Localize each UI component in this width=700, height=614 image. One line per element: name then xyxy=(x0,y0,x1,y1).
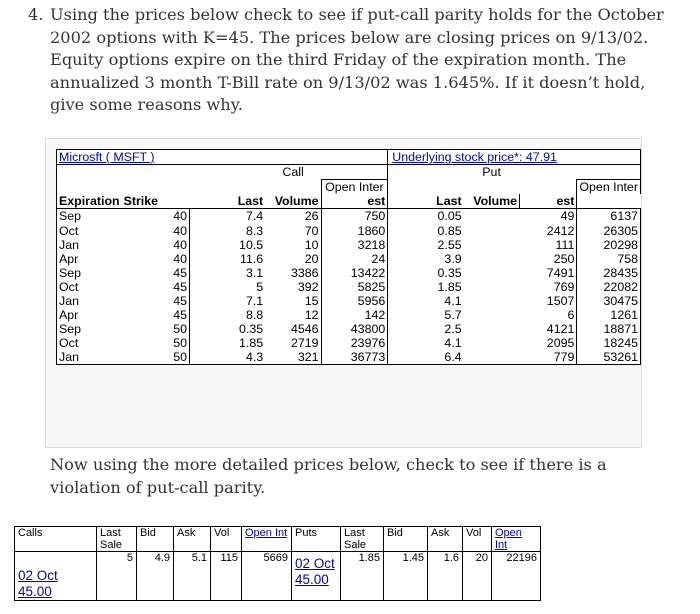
header-puts: Puts xyxy=(292,527,341,552)
table-cell: 40 xyxy=(122,209,190,224)
option-price-table-image xyxy=(45,138,642,448)
table-cell: 6137 xyxy=(577,209,641,224)
table-cell: 7491 xyxy=(464,266,577,280)
put-series[interactable]: 02 Oct 45.00 xyxy=(292,552,341,601)
table-cell: 111 xyxy=(464,238,577,252)
option-rows xyxy=(57,209,641,365)
company-name: Microsft ( MSFT ) xyxy=(57,150,266,165)
table-cell: 5825 xyxy=(321,280,388,294)
table-row xyxy=(57,223,641,237)
table-cell: Apr xyxy=(57,252,122,266)
header-call-open-int: Open Int xyxy=(242,527,292,552)
table-cell: 50 xyxy=(122,322,190,336)
table-cell: 5956 xyxy=(321,294,388,308)
call-open-interest-header-top: Open Inter xyxy=(321,180,388,195)
call-last-sale: 5 xyxy=(97,552,137,601)
table-cell: 40 xyxy=(122,238,190,252)
table-row xyxy=(57,238,641,252)
call-vol: 115 xyxy=(211,552,242,601)
header-call-volume: Volume xyxy=(265,194,321,209)
header-call-ask: Ask xyxy=(174,527,211,552)
table-cell: 45 xyxy=(122,308,190,322)
table-cell: 250 xyxy=(464,252,577,266)
table-row xyxy=(57,209,641,224)
table-cell: 1.85 xyxy=(239,336,264,351)
table-cell: Jan xyxy=(57,238,122,252)
put-open-interest-header-top: Open Inter xyxy=(577,180,641,195)
header-call-open-interest: est xyxy=(321,194,388,209)
table-cell: 7.4 xyxy=(190,209,266,224)
table-cell: 4.1 xyxy=(444,336,462,351)
table-cell: 392 xyxy=(265,280,321,294)
detailed-price-table xyxy=(14,526,541,601)
table-cell: 6.4 xyxy=(388,350,464,365)
put-ask: 1.6 xyxy=(428,552,463,601)
table-cell: 3386 xyxy=(265,266,321,280)
table-cell: 40 xyxy=(122,223,190,237)
table-cell: Oct xyxy=(57,280,122,294)
table-cell: 1507 xyxy=(464,294,577,308)
table-cell: 18871 xyxy=(577,322,641,336)
header-strike: Strike xyxy=(123,194,159,209)
table-cell: 4.1 xyxy=(444,293,462,308)
followup-question: Now using the more detailed prices below, check to see if there is a violation of put-call parity. xyxy=(50,455,607,497)
header-put-bid: Bid xyxy=(384,527,428,552)
header-put-ask: Ask xyxy=(428,527,463,552)
call-label: Call xyxy=(282,165,304,180)
header-put-last: Last xyxy=(436,194,462,209)
header-calls: Calls xyxy=(15,527,97,552)
table-cell: Oct xyxy=(57,223,122,237)
question-number: 4. xyxy=(28,5,44,24)
table-cell: 2.5 xyxy=(444,322,462,337)
table-row xyxy=(57,336,641,350)
table-cell: 3.1 xyxy=(245,265,264,280)
table-cell: 22082 xyxy=(577,280,641,294)
table-cell: 10 xyxy=(265,238,321,252)
table-cell: 4121 xyxy=(464,322,577,336)
table-cell: 1.85 xyxy=(437,279,462,294)
question-text: Using the prices below check to see if put-call parity holds for the October 2002 options with K=45. The prices below are closing prices on 9/13/02. Equity options expire on the third Friday of the expiration month. The annualized 3 month T-Bill rate on 9/13/02 was 1.645%. If it doesn’t hold, give some reasons why. xyxy=(50,5,664,114)
put-last-sale: 1.85 xyxy=(341,552,384,601)
table-row xyxy=(57,252,641,266)
header-call-bid: Bid xyxy=(137,527,174,552)
table-cell: Jan xyxy=(57,350,122,365)
table-cell: 10.5 xyxy=(239,237,264,252)
call-bid: 4.9 xyxy=(137,552,174,601)
call-open-int: 5669 xyxy=(242,552,292,601)
table-cell: 30475 xyxy=(577,294,641,308)
table-cell: 36773 xyxy=(321,350,388,365)
table-cell: 26305 xyxy=(577,223,641,237)
table-cell: 50 xyxy=(122,350,190,365)
table-cell: 13422 xyxy=(321,266,388,280)
header-put-vol: Vol xyxy=(463,527,492,552)
table-cell: Sep xyxy=(57,266,122,280)
table-cell: Apr xyxy=(57,308,122,322)
table-cell: 5 xyxy=(256,279,264,294)
table-row xyxy=(57,322,641,336)
table-cell: 3.9 xyxy=(444,251,462,266)
call-series[interactable]: 02 Oct 45.00 xyxy=(15,552,97,601)
table-cell: 18245 xyxy=(577,336,641,350)
table-row xyxy=(57,280,641,294)
table-cell: 0.85 xyxy=(437,223,462,238)
table-cell: 45 xyxy=(122,266,190,280)
table-cell: 45 xyxy=(122,280,190,294)
table-row xyxy=(57,294,641,308)
header-expiration: Expiration xyxy=(57,194,122,209)
table-cell: 769 xyxy=(464,280,577,294)
table-cell: 26 xyxy=(265,209,321,224)
table-cell: 20298 xyxy=(577,238,641,252)
table-row xyxy=(57,308,641,322)
header-call-vol: Vol xyxy=(211,527,242,552)
table-cell: 3218 xyxy=(321,238,388,252)
put-open-int: 22196 xyxy=(492,552,541,601)
header-put-volume: Volume xyxy=(464,194,520,209)
table-cell: 7.1 xyxy=(245,293,264,308)
table-cell: 5.7 xyxy=(444,308,462,323)
table-cell: 20 xyxy=(265,252,321,266)
table-cell: 43800 xyxy=(321,322,388,336)
option-price-table xyxy=(56,149,641,365)
table-cell: 8.8 xyxy=(245,308,264,323)
table-cell: 11.6 xyxy=(239,251,264,266)
underlying-price: Underlying stock price*: 47.91 xyxy=(388,150,641,165)
table-cell: 2719 xyxy=(265,336,321,350)
header-put-last-sale: Last Sale xyxy=(341,527,384,552)
table-cell: 0.05 xyxy=(388,209,464,224)
table-cell: Sep xyxy=(57,322,122,336)
table-cell: 28435 xyxy=(577,266,641,280)
table-cell: 53261 xyxy=(577,350,641,365)
table-cell: 40 xyxy=(122,252,190,266)
table-cell: 142 xyxy=(321,308,388,322)
table-cell: 4546 xyxy=(265,322,321,336)
header-put-open-int: Open Int xyxy=(492,527,541,552)
table-cell: 24 xyxy=(321,252,388,266)
table-cell: 321 xyxy=(265,350,321,365)
table-cell: 23976 xyxy=(321,336,388,350)
table-cell: 50 xyxy=(122,336,190,350)
call-ask: 5.1 xyxy=(174,552,211,601)
table-cell: Oct xyxy=(57,336,122,350)
table-cell: Sep xyxy=(57,209,122,224)
put-vol: 20 xyxy=(463,552,492,601)
table-cell: 15 xyxy=(265,294,321,308)
table-cell: 758 xyxy=(577,252,641,266)
table-cell: 2.55 xyxy=(437,237,462,252)
table-cell: 2412 xyxy=(464,223,577,237)
table-cell: 6 xyxy=(464,308,577,322)
table-cell: 779 xyxy=(464,350,577,365)
table-cell: 12 xyxy=(265,308,321,322)
table-row xyxy=(57,266,641,280)
table-cell: 8.3 xyxy=(245,223,264,238)
table-cell: 4.3 xyxy=(190,350,266,365)
put-label: Put xyxy=(482,165,501,180)
table-cell: 1261 xyxy=(577,308,641,322)
table-cell: 2095 xyxy=(464,336,577,350)
table-cell: Jan xyxy=(57,294,122,308)
header-call-last-sale: Last Sale xyxy=(97,527,137,552)
table-cell: 1860 xyxy=(321,223,388,237)
table-cell: 49 xyxy=(464,209,577,224)
table-cell: 70 xyxy=(265,223,321,237)
table-row xyxy=(57,350,641,365)
table-cell: 45 xyxy=(122,294,190,308)
table-cell: 750 xyxy=(321,209,388,224)
table-cell: 0.35 xyxy=(239,322,264,337)
table-cell: 0.35 xyxy=(437,265,462,280)
header-call-last: Last xyxy=(237,194,264,209)
put-bid: 1.45 xyxy=(384,552,428,601)
header-put-open-interest: est xyxy=(520,194,577,209)
